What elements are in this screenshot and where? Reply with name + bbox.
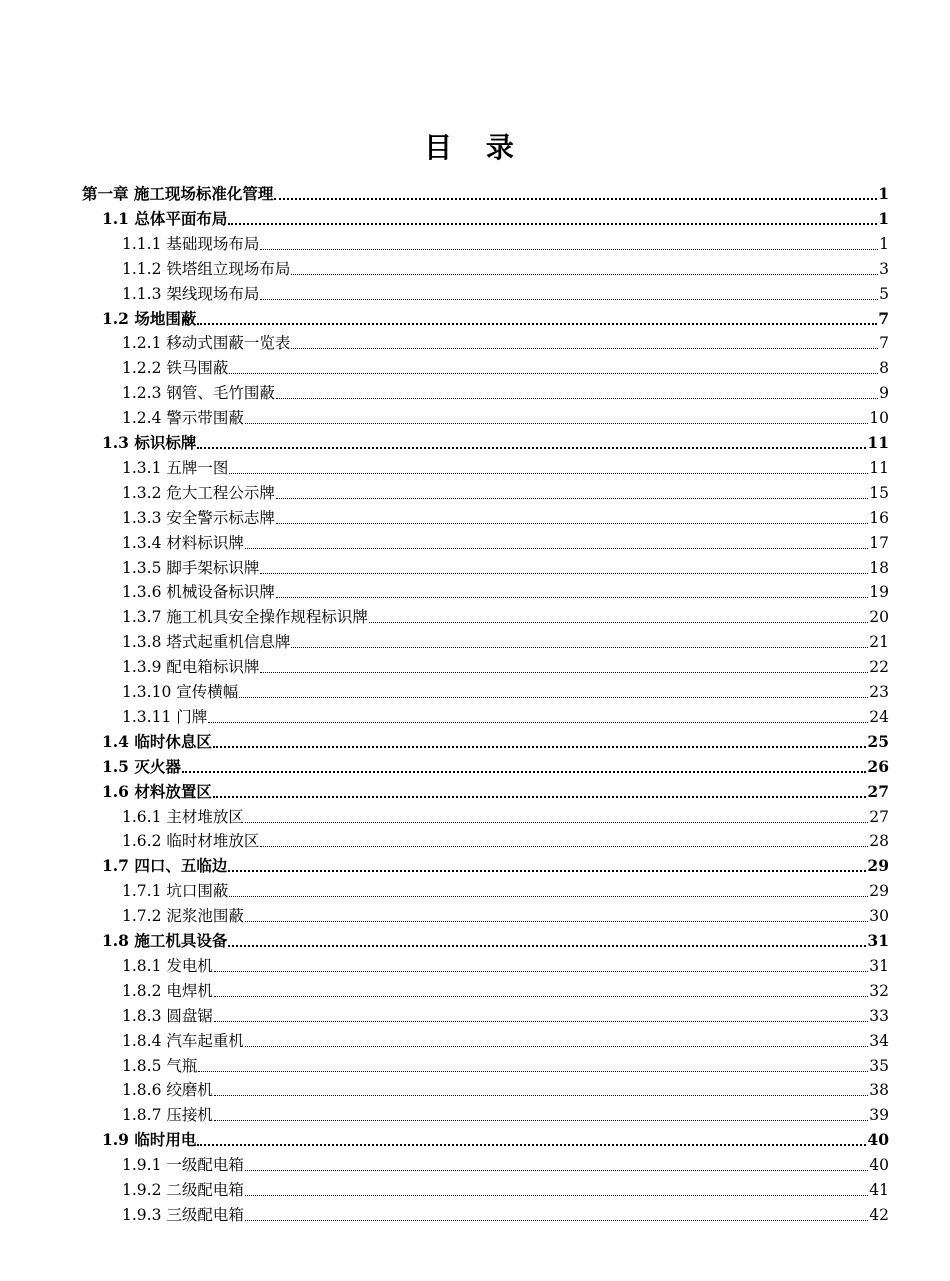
dot-leader: [260, 672, 868, 673]
toc-page-number: 29: [869, 882, 889, 901]
toc-page-number: 11: [867, 433, 889, 452]
toc-subsection-entry[interactable]: [122, 1177, 889, 1201]
toc-chapter-entry[interactable]: [82, 181, 889, 205]
toc-entry-label: 1.1.3 架线现场布局: [122, 284, 260, 303]
toc-page-number: 31: [867, 931, 889, 950]
toc-entry-label: 1.8.3 圆盘锯: [122, 1006, 213, 1025]
toc-subsection-entry[interactable]: [122, 629, 889, 653]
toc-entry-label: 1.8.1 发电机: [122, 956, 213, 975]
toc-entry-label: 1.3.1 五牌一图: [122, 458, 229, 477]
toc-entry-label: 1.6 材料放置区: [102, 781, 212, 801]
toc-subsection-entry[interactable]: [122, 505, 889, 529]
dot-leader: [214, 996, 868, 997]
toc-page-number: 33: [869, 1006, 889, 1025]
toc-section-entry[interactable]: [102, 729, 889, 753]
dot-leader: [228, 945, 866, 947]
toc-page-number: 32: [869, 981, 889, 1000]
toc-page-number: 1: [879, 234, 889, 253]
dot-leader: [197, 1144, 866, 1146]
toc-page-number: 3: [879, 259, 889, 278]
dot-leader: [229, 473, 868, 474]
toc-subsection-entry[interactable]: [122, 1077, 889, 1101]
dot-leader: [245, 548, 868, 549]
dot-leader: [260, 846, 868, 847]
dot-leader: [245, 1220, 868, 1221]
toc-entry-label: 1.8.5 气瓶: [122, 1056, 198, 1075]
toc-subsection-entry[interactable]: [122, 1028, 889, 1052]
dot-leader: [213, 796, 867, 798]
toc-entry-label: 1.8.6 绞磨机: [122, 1081, 213, 1100]
toc-page-number: 34: [869, 1031, 889, 1050]
toc-entry-label: 1.2.1 移动式围蔽一览表: [122, 334, 291, 353]
toc-page-number: 38: [869, 1081, 889, 1100]
toc-subsection-entry[interactable]: [122, 654, 889, 678]
toc-page-number: 42: [869, 1205, 889, 1224]
toc-entry-label: 1.3.6 机械设备标识牌: [122, 583, 275, 602]
toc-subsection-entry[interactable]: [122, 953, 889, 977]
dot-leader: [245, 1170, 868, 1171]
toc-subsection-entry[interactable]: [122, 281, 889, 305]
toc-subsection-entry[interactable]: [122, 579, 889, 603]
toc-section-entry[interactable]: [102, 306, 889, 330]
toc-page-number: 7: [879, 334, 889, 353]
toc-entry-label: 1.7.1 坑口围蔽: [122, 882, 229, 901]
dot-leader: [214, 1095, 868, 1096]
dot-leader: [274, 198, 877, 200]
toc-page-number: 21: [869, 633, 889, 652]
toc-page-number: 9: [879, 384, 889, 403]
toc-subsection-entry[interactable]: [122, 380, 889, 404]
toc-entry-label: 1.8.7 压接机: [122, 1106, 213, 1125]
dot-leader: [214, 1120, 868, 1121]
toc-page-number: 17: [869, 533, 889, 552]
toc-page-number: 29: [867, 856, 889, 876]
toc-section-entry[interactable]: [102, 928, 889, 952]
toc-page-number: 40: [869, 1156, 889, 1175]
dot-leader: [245, 423, 868, 424]
toc-entry-label: 1.1 总体平面布局: [102, 208, 228, 228]
toc-page-number: 5: [879, 284, 889, 303]
toc-entry-label: 1.2.2 铁马围蔽: [122, 359, 229, 378]
toc-subsection-entry[interactable]: [122, 530, 889, 554]
toc-section-entry[interactable]: [102, 853, 889, 877]
toc-page-number: 15: [869, 483, 889, 502]
dot-leader: [229, 373, 878, 374]
toc-subsection-entry[interactable]: [122, 903, 889, 927]
toc-entry-label: 1.8.4 汽车起重机: [122, 1031, 244, 1050]
toc-entry-label: 1.3.2 危大工程公示牌: [122, 483, 275, 502]
toc-page-number: 40: [867, 1130, 889, 1150]
toc-section-entry[interactable]: [102, 206, 889, 230]
dot-leader: [208, 722, 868, 723]
toc-entry-label: 1.9.2 二级配电箱: [122, 1181, 244, 1199]
dot-leader: [198, 1071, 868, 1072]
toc-section-entry[interactable]: [102, 430, 889, 454]
toc-subsection-entry[interactable]: [122, 455, 889, 479]
toc-entry-label: 1.3.10 宣传横幅: [122, 683, 239, 701]
toc-entry-label: 1.6.2 临时材堆放区: [122, 832, 260, 851]
toc-page-number: 27: [869, 807, 889, 826]
toc-page-number: 26: [867, 756, 889, 776]
toc-subsection-entry[interactable]: [122, 1053, 889, 1077]
dot-leader: [276, 398, 878, 399]
toc-entry-label: 1.3.11 门牌: [122, 707, 208, 726]
dot-leader: [291, 348, 878, 349]
toc-page-number: 7: [878, 308, 889, 328]
toc-page-number: 20: [869, 608, 889, 627]
toc-entry-label: 1.9 临时用电: [102, 1130, 197, 1150]
dot-leader: [276, 597, 868, 598]
toc-subsection-entry[interactable]: [122, 828, 889, 852]
dot-leader: [182, 771, 867, 773]
toc-entry-label: 1.8.2 电焊机: [122, 981, 213, 1000]
toc-page-number: 35: [869, 1056, 889, 1075]
toc-subsection-entry[interactable]: [122, 679, 889, 703]
dot-leader: [260, 573, 868, 574]
toc-entry-label: 1.3.5 脚手架标识牌: [122, 558, 260, 577]
dot-leader: [214, 1021, 868, 1022]
toc-entry-label: 1.3.9 配电箱标识牌: [122, 658, 260, 677]
dot-leader: [239, 697, 868, 698]
toc-page-number: 30: [869, 907, 889, 926]
toc-page-number: 23: [869, 683, 889, 701]
toc-page-number: 8: [879, 359, 889, 378]
toc-section-entry[interactable]: [102, 1127, 889, 1151]
toc-entry-label: 第一章 施工现场标准化管理: [82, 184, 274, 203]
dot-leader: [245, 921, 868, 922]
toc-entry-label: 1.3.7 施工机具安全操作规程标识牌: [122, 608, 368, 627]
dot-leader: [213, 746, 867, 748]
toc-subsection-entry[interactable]: [122, 1202, 889, 1226]
dot-leader: [197, 323, 877, 325]
toc-section-entry[interactable]: [102, 779, 889, 803]
toc-subsection-entry[interactable]: [122, 1102, 889, 1126]
toc-subsection-entry[interactable]: [122, 978, 889, 1002]
toc-page-number: 11: [869, 458, 889, 477]
dot-leader: [369, 622, 868, 623]
dot-leader: [214, 971, 868, 972]
toc-subsection-entry[interactable]: [122, 555, 889, 579]
toc-entry-label: 1.5 灭火器: [102, 756, 181, 776]
toc-entry-label: 1.9.1 一级配电箱: [122, 1156, 244, 1175]
toc-entry-label: 1.2.4 警示带围蔽: [122, 409, 244, 428]
toc-subsection-entry[interactable]: [122, 1003, 889, 1027]
toc-subsection-entry[interactable]: [122, 804, 889, 828]
toc-page-number: 24: [869, 707, 889, 726]
dot-leader: [228, 223, 877, 225]
toc-page-number: 31: [869, 956, 889, 975]
toc-subsection-entry[interactable]: [122, 604, 889, 628]
toc-page-number: 25: [867, 731, 889, 751]
toc-subsection-entry[interactable]: [122, 1152, 889, 1176]
toc-entry-label: 1.2.3 钢管、毛竹围蔽: [122, 384, 275, 403]
toc-page-number: 18: [869, 558, 889, 577]
toc-entry-label: 1.8 施工机具设备: [102, 931, 228, 950]
dot-leader: [229, 896, 868, 897]
toc-subsection-entry[interactable]: [122, 480, 889, 504]
toc-entry-label: 1.9.3 三级配电箱: [122, 1205, 244, 1224]
dot-leader: [276, 523, 868, 524]
toc-page-number: 1: [878, 208, 889, 228]
toc-subsection-entry[interactable]: [122, 704, 889, 728]
toc-page-number: 10: [869, 409, 889, 428]
toc-page-number: 16: [869, 508, 889, 527]
dot-leader: [245, 822, 868, 823]
toc-page-number: 39: [869, 1106, 889, 1125]
toc-entry-label: 1.3.8 塔式起重机信息牌: [122, 633, 291, 652]
toc-entry-label: 1.7 四口、五临边: [102, 856, 228, 876]
toc-page-number: 28: [869, 832, 889, 851]
dot-leader: [228, 870, 866, 872]
dot-leader: [260, 299, 878, 300]
toc-entry-label: 1.3.4 材料标识牌: [122, 533, 244, 552]
dot-leader: [291, 274, 878, 275]
toc-section-entry[interactable]: [102, 754, 889, 778]
toc-page-number: 41: [869, 1181, 889, 1199]
toc-page-number: 1: [878, 184, 889, 203]
toc-subsection-entry[interactable]: [122, 231, 889, 255]
toc-entry-label: 1.6.1 主材堆放区: [122, 807, 244, 826]
dot-leader: [245, 1195, 868, 1196]
toc-subsection-entry[interactable]: [122, 330, 889, 354]
toc-page-number: 22: [869, 658, 889, 677]
toc-subsection-entry[interactable]: [122, 355, 889, 379]
toc-subsection-entry[interactable]: [122, 405, 889, 429]
toc-entry-label: 1.3 标识标牌: [102, 433, 197, 452]
toc-entry-label: 1.3.3 安全警示标志牌: [122, 508, 275, 527]
toc-entry-label: 1.7.2 泥浆池围蔽: [122, 907, 244, 926]
toc-subsection-entry[interactable]: [122, 878, 889, 902]
dot-leader: [260, 249, 878, 250]
toc-entry-label: 1.1.2 铁塔组立现场布局: [122, 259, 291, 278]
page-title: 目 录: [424, 131, 526, 164]
dot-leader: [245, 1046, 868, 1047]
toc-page-number: 27: [867, 781, 889, 801]
toc-subsection-entry[interactable]: [122, 256, 889, 280]
dot-leader: [197, 447, 866, 449]
toc-entry-label: 1.2 场地围蔽: [102, 308, 197, 328]
dot-leader: [276, 498, 868, 499]
dot-leader: [291, 647, 868, 648]
toc-entry-label: 1.4 临时休息区: [102, 731, 212, 751]
toc-page-number: 19: [869, 583, 889, 602]
toc-entry-label: 1.1.1 基础现场布局: [122, 234, 260, 253]
